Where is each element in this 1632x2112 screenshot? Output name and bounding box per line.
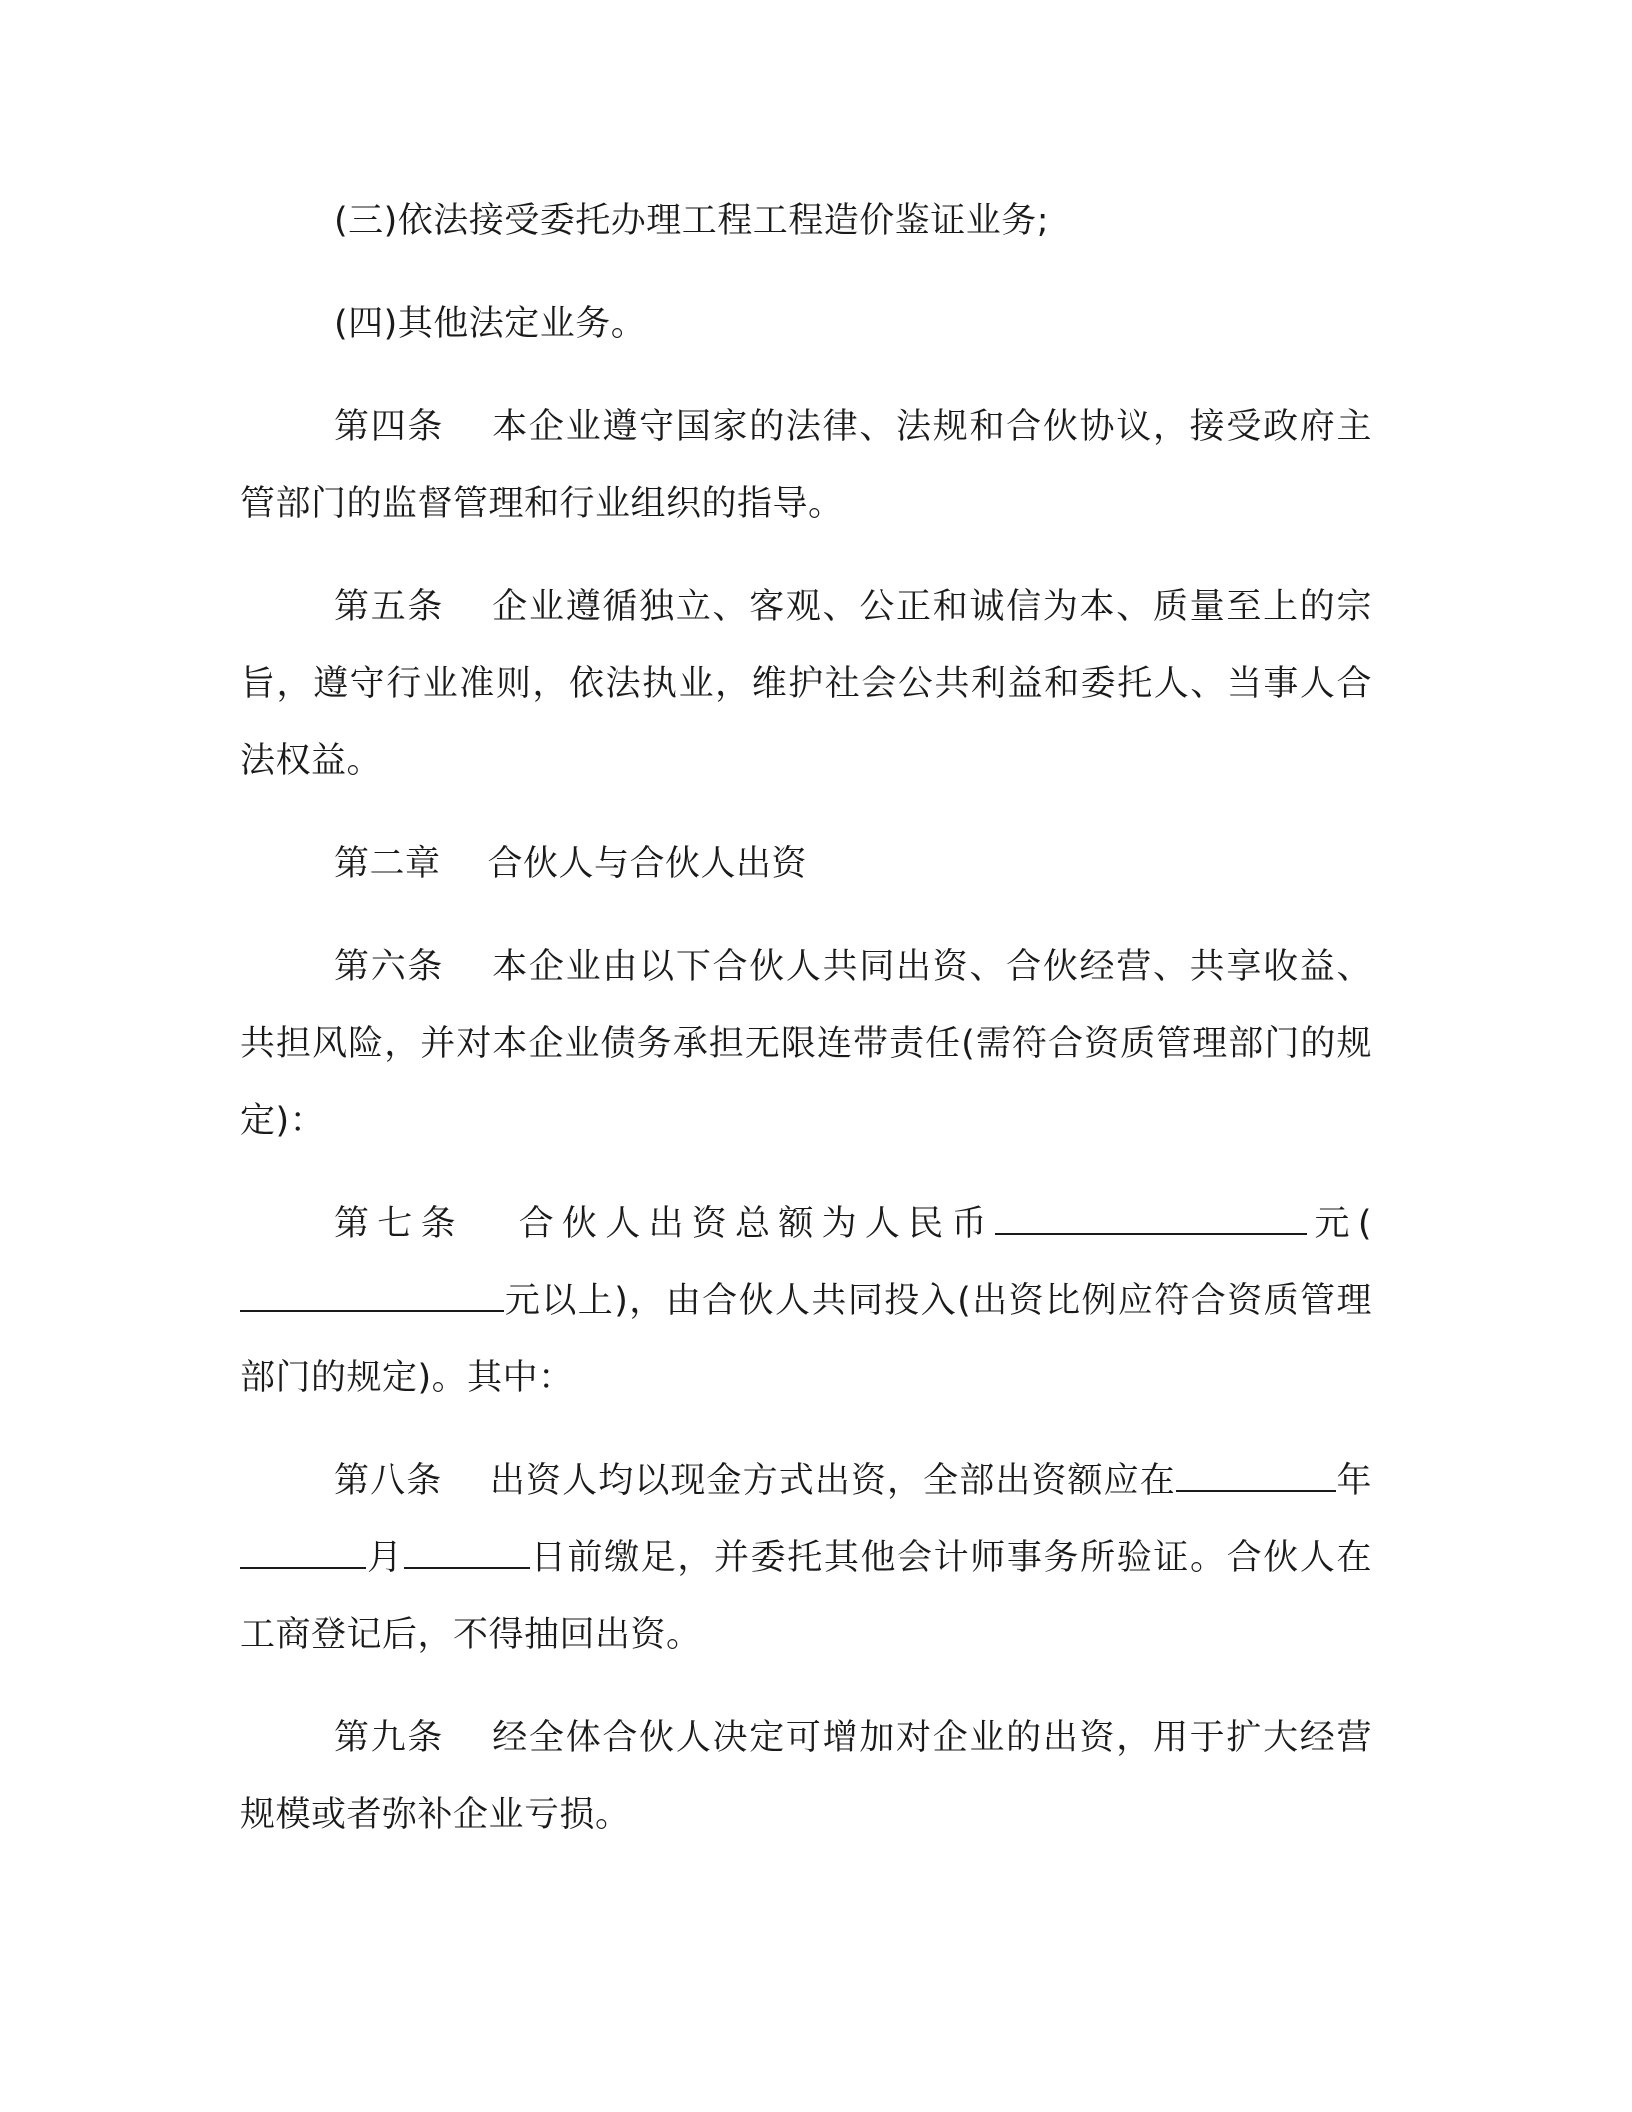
article-text: 元 — [1306, 1204, 1358, 1244]
chapter-title: 合伙人与合伙人出资 — [487, 844, 808, 884]
day-blank — [404, 1539, 530, 1569]
article-text: 本企业由以下合伙人共同出资、合伙经营、共享收益、共担风险，并对本企业债务承担无限连带责任(需符合资质管理部门的规定)： — [240, 947, 1372, 1141]
article-5 — [240, 569, 1372, 800]
article-text: 元以上)，由合伙人共同投入(出资比例应符合资质管理部门的规定)。其中： — [240, 1281, 1372, 1398]
article-text: 年 — [1335, 1461, 1372, 1501]
list-item-4 — [240, 286, 1372, 363]
month-blank — [240, 1539, 366, 1569]
total-capital-blank — [995, 1205, 1307, 1235]
article-heading: 第五条 — [334, 587, 445, 627]
minimum-capital-blank — [240, 1282, 504, 1312]
article-text: ( — [1357, 1204, 1372, 1244]
article-text: 合伙人出资总额为人民币 — [510, 1204, 995, 1244]
list-item-text: (三)依法接受委托办理工程工程造价鉴证业务; — [334, 201, 1050, 241]
article-text: 经全体合伙人决定可增加对企业的出资，用于扩大经营规模或者弥补企业亏损。 — [240, 1718, 1372, 1835]
article-8 — [240, 1443, 1372, 1674]
article-heading: 第八条 — [334, 1461, 443, 1501]
article-text: 出资人均以现金方式出资，全部出资额应在 — [489, 1461, 1176, 1501]
article-heading: 第九条 — [334, 1718, 445, 1758]
year-blank — [1176, 1462, 1336, 1492]
chapter-2-heading — [240, 826, 1372, 903]
list-item-3 — [240, 183, 1372, 260]
article-7 — [240, 1186, 1372, 1417]
article-4 — [240, 389, 1372, 543]
document-body — [240, 183, 1372, 1880]
article-6 — [240, 929, 1372, 1160]
article-text: 企业遵循独立、客观、公正和诚信为本、质量至上的宗旨，遵守行业准则，依法执业，维护社会公共利益和委托人、当事人合法权益。 — [240, 587, 1372, 781]
article-text: 月 — [366, 1538, 404, 1578]
article-heading: 第六条 — [334, 947, 445, 987]
article-heading: 第四条 — [334, 407, 445, 447]
list-item-text: (四)其他法定业务。 — [334, 304, 647, 344]
article-9 — [240, 1700, 1372, 1854]
article-heading: 第七条 — [334, 1204, 464, 1244]
chapter-number: 第二章 — [334, 844, 441, 884]
article-text: 日前缴足，并委托其他会计师事务所验证。合伙人在工商登记后，不得抽回出资。 — [240, 1538, 1372, 1655]
article-text: 本企业遵守国家的法律、法规和合伙协议，接受政府主管部门的监督管理和行业组织的指导。 — [240, 407, 1372, 524]
